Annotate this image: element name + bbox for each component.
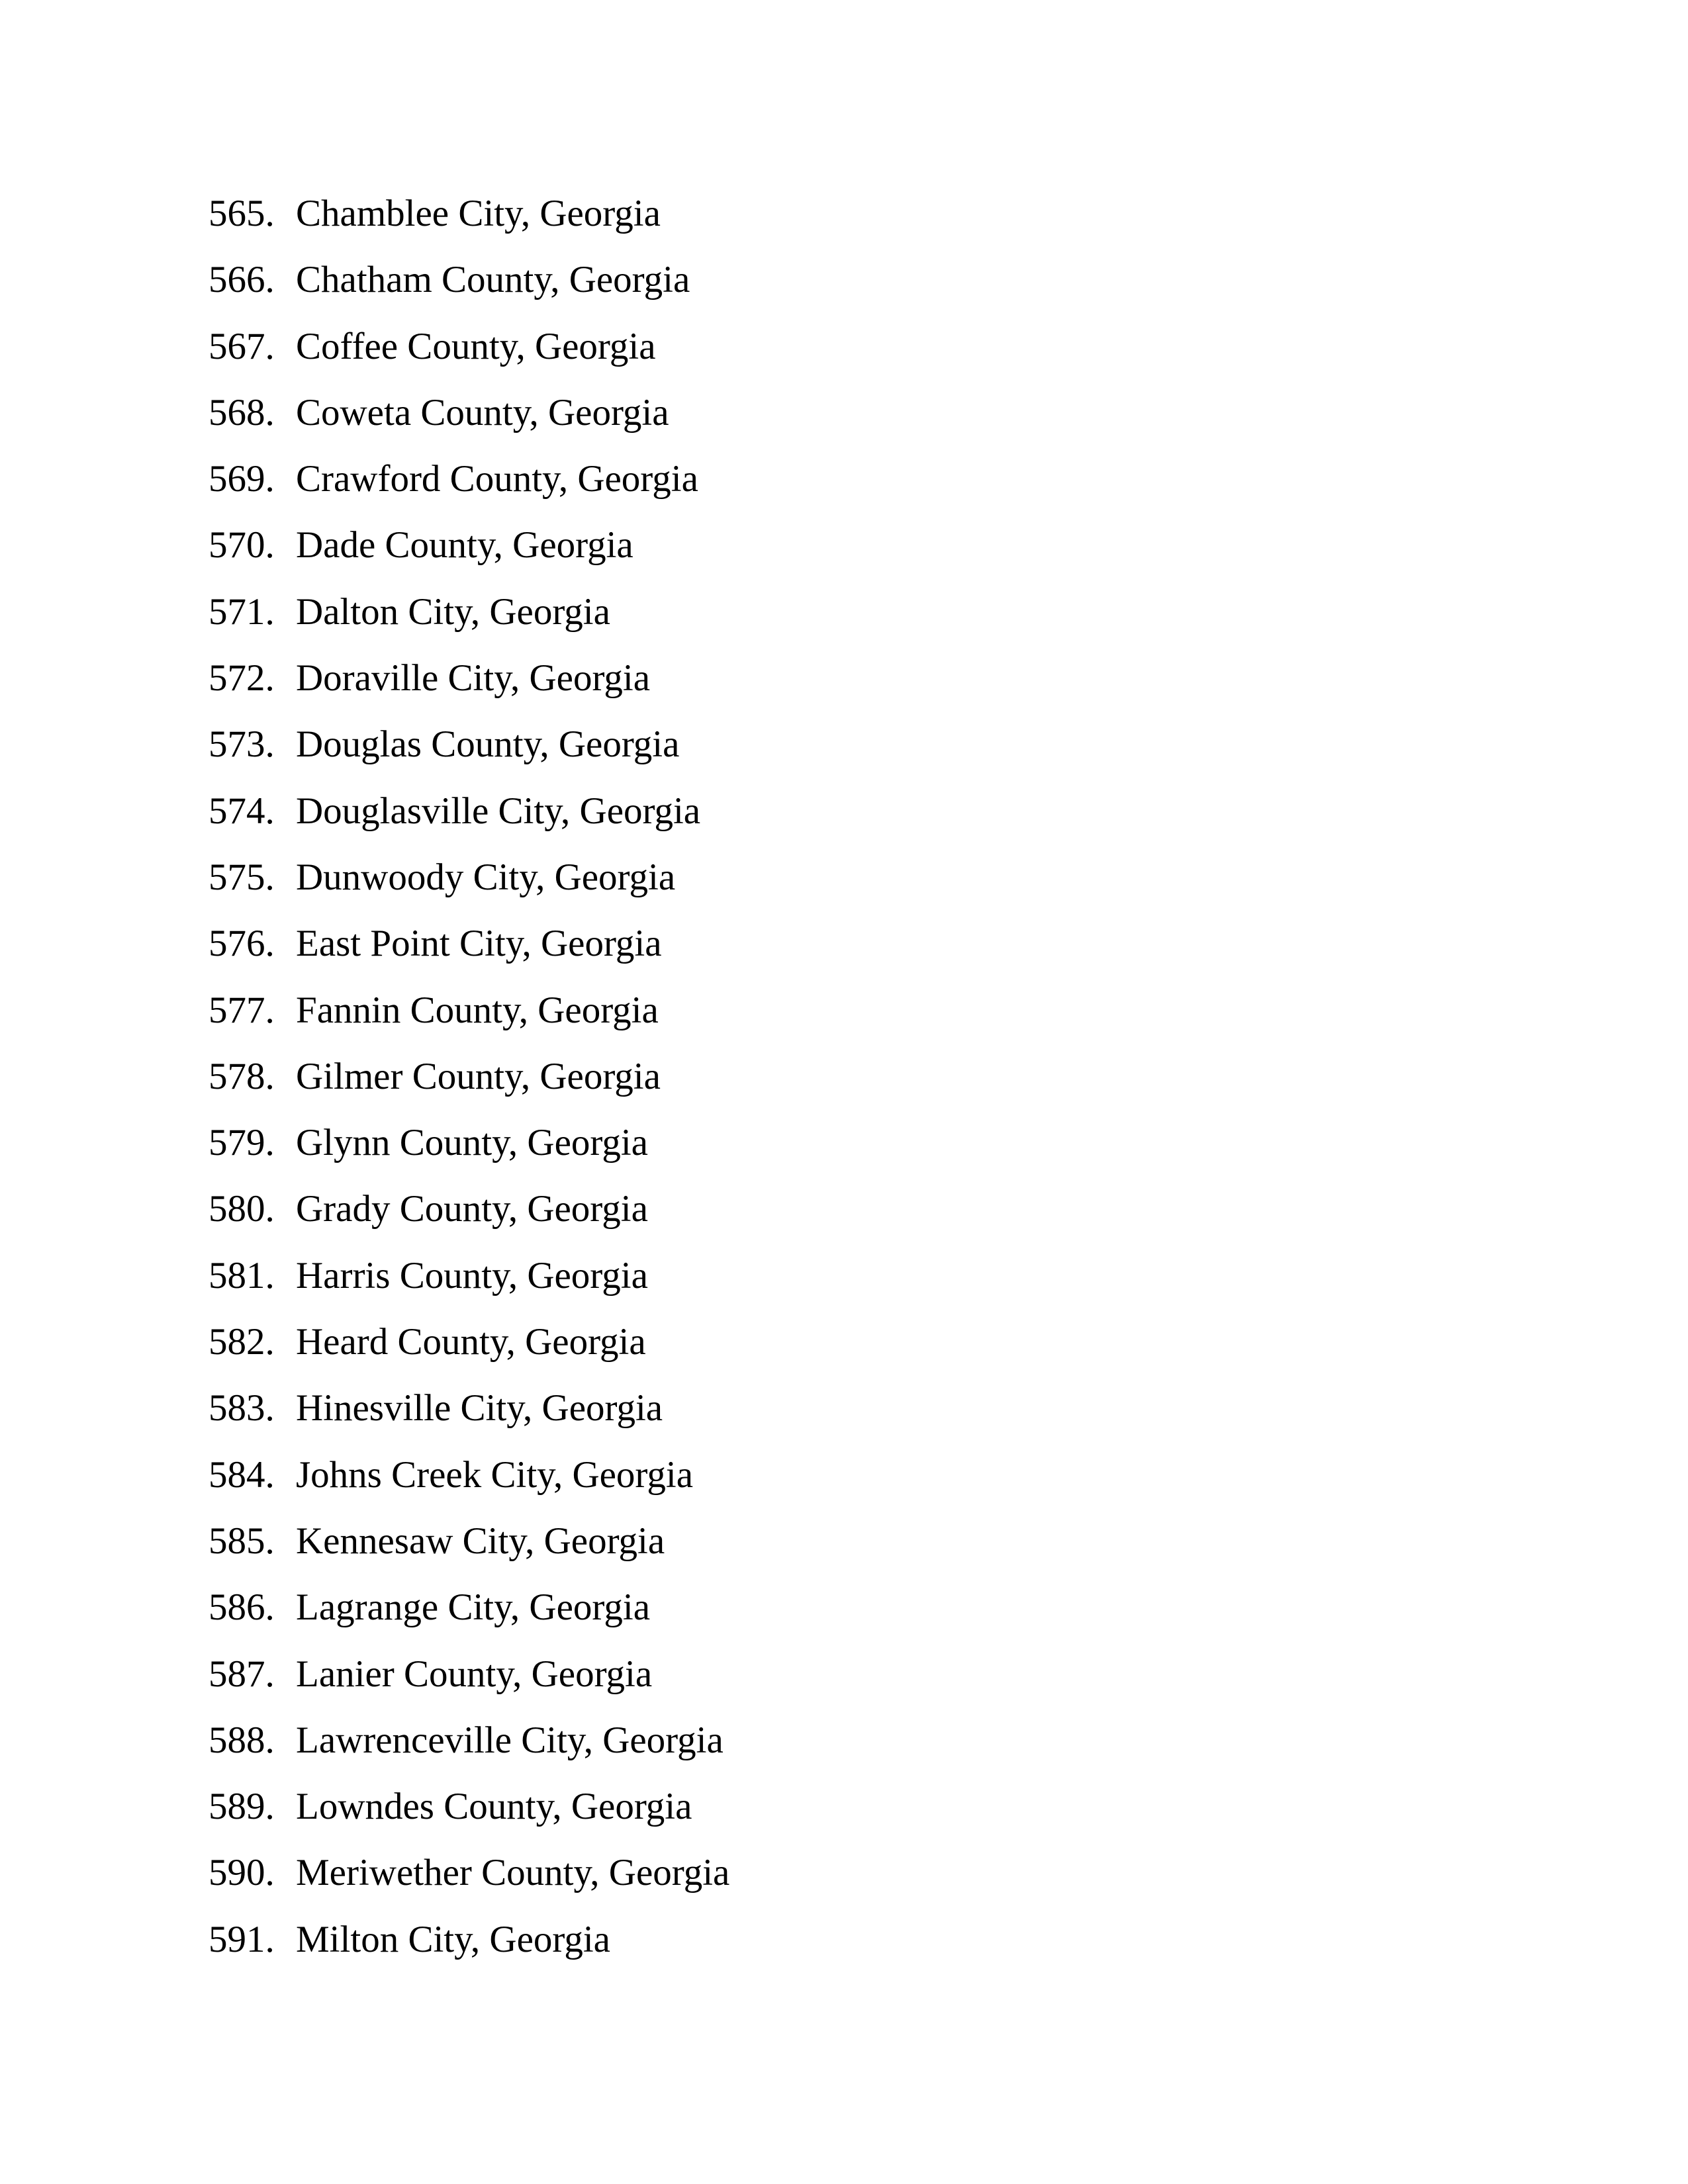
list-item [209, 1453, 729, 1520]
item-text: Fannin County, Georgia [296, 989, 659, 1031]
item-number: 587. [209, 1653, 275, 1695]
item-text: Chatham County, Georgia [296, 259, 690, 301]
list-item [209, 1387, 729, 1453]
item-text: Lowndes County, Georgia [296, 1786, 692, 1828]
item-text: Heard County, Georgia [296, 1321, 646, 1363]
item-number: 580. [209, 1188, 275, 1230]
list-item [209, 1187, 729, 1253]
list-item [209, 1254, 729, 1320]
item-number: 569. [209, 458, 275, 500]
item-number: 577. [209, 989, 275, 1031]
item-text: Grady County, Georgia [296, 1188, 648, 1230]
item-text: Lanier County, Georgia [296, 1653, 653, 1695]
item-text: Chamblee City, Georgia [296, 193, 661, 234]
item-number: 583. [209, 1387, 275, 1430]
item-number: 579. [209, 1122, 275, 1164]
item-text: East Point City, Georgia [296, 923, 662, 965]
item-text: Crawford County, Georgia [296, 458, 698, 500]
item-text: Glynn County, Georgia [296, 1122, 648, 1164]
item-number: 576. [209, 923, 275, 965]
item-number: 566. [209, 259, 275, 301]
list-item [209, 192, 729, 258]
item-text: Dunwoody City, Georgia [296, 856, 676, 898]
item-number: 568. [209, 391, 275, 433]
list-item [209, 1320, 729, 1387]
item-number: 588. [209, 1719, 275, 1761]
item-text: Gilmer County, Georgia [296, 1055, 661, 1097]
item-number: 575. [209, 856, 275, 898]
item-text: Coweta County, Georgia [296, 391, 669, 433]
list-item [209, 1918, 729, 1984]
item-number: 591. [209, 1918, 275, 1960]
list-item [209, 1520, 729, 1586]
list-item [209, 1586, 729, 1652]
item-number: 581. [209, 1254, 275, 1297]
list-item [209, 989, 729, 1055]
item-number: 586. [209, 1586, 275, 1629]
item-text: Harris County, Georgia [296, 1254, 648, 1297]
list-item [209, 790, 729, 856]
item-text: Douglasville City, Georgia [296, 790, 701, 832]
item-number: 565. [209, 193, 275, 234]
item-text: Johns Creek City, Georgia [296, 1453, 694, 1496]
item-text: Lagrange City, Georgia [296, 1586, 650, 1629]
item-number: 578. [209, 1055, 275, 1097]
item-number: 589. [209, 1786, 275, 1828]
list-item [209, 457, 729, 523]
item-number: 585. [209, 1520, 275, 1562]
list-item [209, 1785, 729, 1851]
item-number: 590. [209, 1852, 275, 1894]
list-item [209, 1653, 729, 1719]
list-item [209, 1851, 729, 1917]
item-text: Milton City, Georgia [296, 1918, 610, 1960]
item-number: 572. [209, 657, 275, 700]
list-item [209, 922, 729, 988]
item-number: 573. [209, 723, 275, 766]
item-number: 574. [209, 790, 275, 832]
list-item [209, 1719, 729, 1785]
list-item [209, 657, 729, 723]
item-number: 570. [209, 524, 275, 567]
list-item [209, 1055, 729, 1121]
item-number: 571. [209, 590, 275, 633]
numbered-list [209, 192, 729, 1984]
list-item [209, 258, 729, 324]
list-item [209, 325, 729, 391]
list-item [209, 391, 729, 457]
item-text: Coffee County, Georgia [296, 325, 656, 367]
item-number: 582. [209, 1321, 275, 1363]
item-text: Dalton City, Georgia [296, 590, 610, 633]
item-text: Kennesaw City, Georgia [296, 1520, 665, 1562]
item-text: Dade County, Georgia [296, 524, 633, 567]
item-text: Doraville City, Georgia [296, 657, 651, 700]
item-text: Hinesville City, Georgia [296, 1387, 663, 1430]
item-text: Meriwether County, Georgia [296, 1852, 730, 1894]
list-item [209, 523, 729, 590]
item-text: Lawrenceville City, Georgia [296, 1719, 724, 1761]
item-text: Douglas County, Georgia [296, 723, 680, 766]
list-item [209, 856, 729, 922]
list-item [209, 590, 729, 657]
item-number: 567. [209, 325, 275, 367]
item-number: 584. [209, 1453, 275, 1496]
list-item [209, 723, 729, 789]
list-item [209, 1121, 729, 1187]
